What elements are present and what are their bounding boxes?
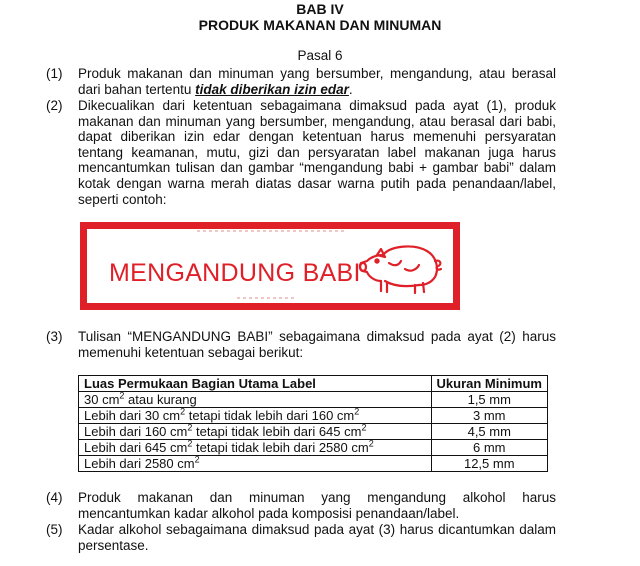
surface-area-cell: 30 $cm^2$ atau kurang [79,392,432,408]
paragraph-text: Kadar alkohol sebagaimana dimaksud pada ayat (3) harus dicantumkan dalam persentase. [78,522,556,553]
warning-label-text: MENGANDUNG BABI [109,259,361,287]
table-row [79,392,548,408]
paragraph-text: Tulisan “MENGANDUNG BABI” sebagaimana dimaksud pada ayat (2) harus memenuhi ketentuan sebagai berikut: [78,329,556,360]
paragraph-text: Produk makanan dan minuman yang mengandung alkohol harus mencantumkan kadar alkohol pada komposisi penandaan/label. [78,490,556,521]
paragraph-number: (4) [46,490,63,505]
article-heading: Pasal 6 [297,48,343,63]
table-row [79,424,548,440]
paragraph-5 [46,522,556,553]
minimum-size-cell: 3 mm [431,408,547,424]
size-requirements-table [78,375,548,472]
minimum-size-cell: 12,5 mm [431,456,547,472]
print-artifact [197,230,347,232]
pig-icon [355,235,445,299]
table-row [79,440,548,456]
paragraph-1 [46,66,556,97]
paragraph-3 [46,329,556,360]
paragraph-2 [46,98,556,207]
paragraph-number: (5) [46,522,63,537]
warning-label-box [80,222,460,310]
chapter-heading: BAB IV [296,1,344,17]
minimum-size-cell: 4,5 mm [431,424,547,440]
surface-area-cell: Lebih dari 30 $cm^2$ tetapi tidak lebih dari 160 $cm^2$ [79,408,432,424]
table-row [79,456,548,472]
column-header: Luas Permukaan Bagian Utama Label [79,376,432,392]
paragraph-text: Dikecualikan dari ketentuan sebagaimana dimaksud pada ayat (1), produk makanan dan minuman yang bersumber, mengandung, atau berasal dari babi, dapat diberikan izin edar dengan ketentuan harus memenuhi persyaratan tentang keamanan, mutu, gizi dan persyaratan label makanan juga harus mencantumkan tulisan dan gambar “mengandung babi + gambar babi” dalam kotak dengan warna merah diatas dasar warna putih pada penandaan/label, seperti contoh: [78,98,556,207]
minimum-size-cell: 1,5 mm [431,392,547,408]
paragraph-number: (1) [46,66,63,81]
paragraph-text: Produk makanan dan minuman yang bersumber, mengandung, atau berasal dari bahan tertentu tidak diberikan izin edar. [78,66,556,97]
paragraph-4 [46,490,556,521]
surface-area-cell: Lebih dari 2580 $cm^2$ [79,456,432,472]
paragraph-number: (3) [46,329,63,344]
minimum-size-cell: 6 mm [431,440,547,456]
surface-area-cell: Lebih dari 160 $cm^2$ tetapi tidak lebih dari 645 $cm^2$ [79,424,432,440]
column-header: Ukuran Minimum [431,376,547,392]
table-row [79,408,548,424]
paragraph-number: (2) [46,98,63,113]
chapter-title: PRODUK MAKANAN DAN MINUMAN [198,17,442,33]
emphasis-text: tidak diberikan izin edar [195,81,349,97]
print-artifact [237,297,297,299]
table-header-row [79,376,548,392]
surface-area-cell: Lebih dari 645 $cm^2$ tetapi tidak lebih dari 2580 $cm^2$ [79,440,432,456]
